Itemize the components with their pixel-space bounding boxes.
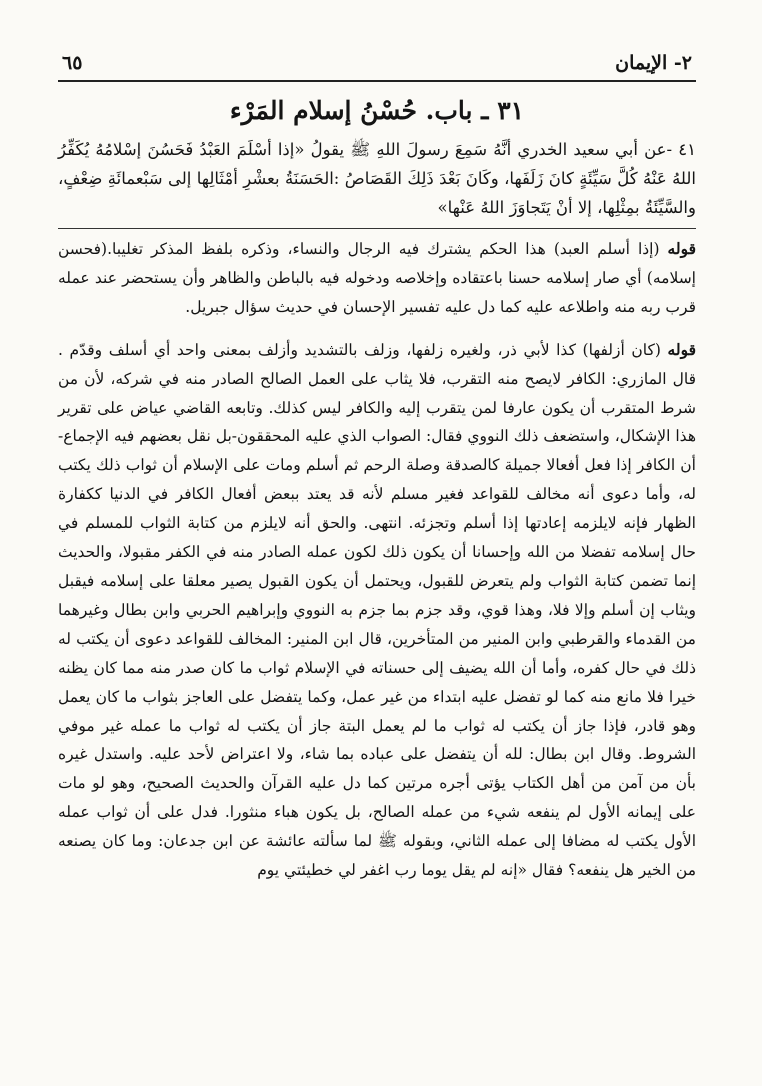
chapter-title: ٢- الإيمان bbox=[615, 52, 692, 74]
commentary-keyword: قوله bbox=[667, 339, 696, 359]
commentary-paragraph bbox=[58, 235, 696, 322]
commentary-text: (كان أزلفها) كذا لأبي ذر، ولغيره زلفها، وزلف بالتشديد وأزلف بمعنى واحد أي أسلف وقدّم . قال المازري: الكافر لايصح منه التقرب، فلا يثاب على العمل الصالح الصادر منه في شركه، لأن من شرط المتقرب أن يكون عارفا لمن يتقرب إليه والكافر ليس كذلك. وتابعه القاضي عياض على تقرير هذا الإشكال، واستضعف ذلك النووي فقال: الصواب الذي عليه المحققون-بل نقل بعضهم فيه الإجماع- أن الكافر إذا فعل أفعالا جميلة كالصدقة وصلة الرحم ثم أسلم ومات على الإسلام أن ثواب ذلك يكتب له، وأما دعوى أنه مخالف للقواعد فغير مسلم لأنه قد يعتد ببعض أفعال الكافر في الدنيا ككفارة الظهار فإنه لايلزمه إعادتها إذا أسلم وتجزئه. انتهى. والحق أنه لايلزم من كتابة الثواب للمسلم في حال إسلامه تفضلا من الله وإحسانا أن يكون ذلك لكون عمله الصادر منه في الكفر مقبولا، والحديث إنما تضمن كتابة الثواب ولم يتعرض للقبول، ويحتمل أن يكون القبول يصير معلقا على إسلامه فيقبل ويثاب إن أسلم وإلا فلا، وهذا قوي، وقد جزم بما جزم به النووي وإبراهيم الحربي وابن بطال وغيرهما من القدماء والقرطبي وابن المنير من المتأخرين، قال ابن المنير: المخالف للقواعد دعوى أن يكتب له ذلك في حال كفره، وأما أن الله يضيف إلى حسناته في الإسلام ثواب ما كان صدر منه مما كان يظنه خيرا فلا مانع منه كما لو تفضل عليه ابتداء من غير عمل، وكما يتفضل على العاجز بثواب ما كان يعمل وهو قادر، فإذا جاز أن يكتب له ثواب ما لم يعمل البتة جاز أن يكتب له ثواب ما عمله غير موفي الشروط. وقال ابن بطال: لله أن يتفضل على عباده بما شاء، ولا اعتراض لأحد عليه. واستدل غيره بأن من آمن من أهل الكتاب يؤتى أجره مرتين كما دل عليه القرآن والحديث الصحيح، وهو لو مات على إيمانه الأول لم ينفعه شيء من عمله الصالح، بل يكون هباء منثورا. فدل على أن ثواب عمله الأول يكتب له مضافا إلى عمله الثاني، وبقوله ﷺ لما سألته عائشة عن ابن جدعان: وما كان يصنعه من الخير هل ينفعه؟ فقال «إنه لم يقل يوما رب اغفر لي خطيئتي يوم bbox=[58, 340, 696, 880]
commentary-keyword: قوله bbox=[667, 239, 696, 258]
page-header bbox=[58, 52, 696, 82]
commentary-paragraph bbox=[58, 336, 696, 885]
page-number: ٦٥ bbox=[62, 52, 83, 74]
commentary-text: (إذا أسلم العبد) هذا الحكم يشترك فيه الرجال والنساء، وذكره بلفظ المذكر تغليبا.(فحسن إسلامه) أي صار إسلامه حسنا باعتقاده وإخلاصه ودخوله فيه بالباطن والظاهر وأن يستحضر عند عمله قرب ربه منه واطلاعه عليه كما دل عليه تفسير الإحسان في حديث سؤال جبريل. bbox=[58, 240, 696, 316]
hadith-text: ٤١ -عن أبي سعيد الخدري أنَّهُ سَمِعَ رسولَ اللهِ ﷺ يقولُ «إذا أسْلَمَ العَبْدُ فَحَسُنَ إسْلامُهُ يُكَفِّرُ اللهُ عَنْهُ كُلَّ سَيِّئَةٍ كانَ زَلَفَها، وكَانَ بَعْدَ ذَلِكَ القَصَاصُ :الحَسَنَةُ بعشْرِ أمْثَالِها إلى سَبْعمائَةِ ضِعْفٍ، والسَّيِّئَةُ بمِثْلِها، إلا أنْ يَتَجاوَزَ اللهُ عَنْها» bbox=[58, 135, 696, 229]
commentary bbox=[58, 235, 696, 885]
section-title: ٣١ ـ باب. حُسْنُ إسلام المَرْء bbox=[229, 96, 525, 125]
